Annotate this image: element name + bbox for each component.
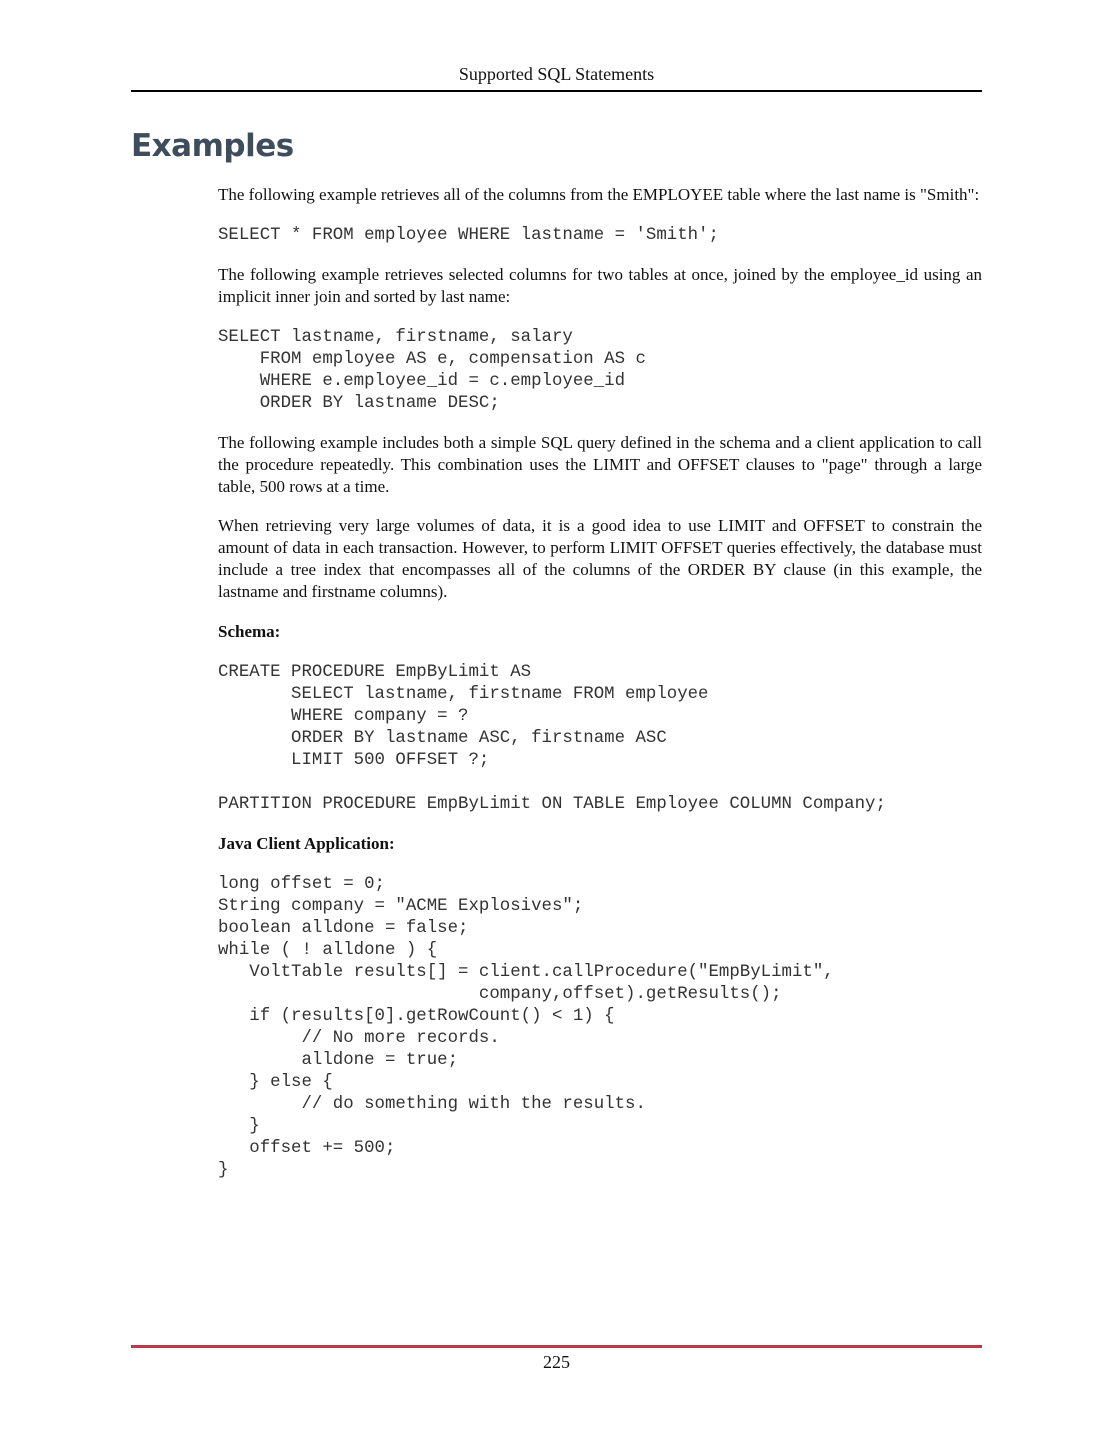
header-rule bbox=[131, 90, 982, 92]
code-block-java-client: long offset = 0; String company = "ACME Explosives"; boolean alldone = false; while ( ! alldone ) { VoltTable results[] = client.callProcedure("EmpByLimit", company,offset).getResults(); if (results[0].getRowCount() < 1) { // No more records. alldone = true; } else { // do something with the results. } offset += 500; } bbox=[218, 875, 834, 1180]
page-content bbox=[218, 184, 982, 1182]
paragraph-intro-1: The following example retrieves all of the columns from the EMPLOYEE table where the last name is "Smith": bbox=[218, 185, 980, 204]
paragraph-intro-3: The following example includes both a simple SQL query defined in the schema and a client application to call the procedure repeatedly. This combination uses the LIMIT and OFFSET clauses to "page" through a large table, 500 rows at a time. bbox=[218, 433, 982, 496]
java-client-label: Java Client Application: bbox=[218, 834, 395, 853]
footer-rule bbox=[131, 1345, 982, 1348]
paragraph-intro-2: The following example retrieves selected columns for two tables at once, joined by the employee_id using an implicit inner join and sorted by last name: bbox=[218, 265, 982, 306]
code-block-schema: CREATE PROCEDURE EmpByLimit AS SELECT lastname, firstname FROM employee WHERE company = ? ORDER BY lastname ASC, firstname ASC LIMIT 500 OFFSET ?; PARTITION PROCEDURE EmpByLimit ON TABLE Employee COLUMN Company; bbox=[218, 663, 886, 814]
schema-label: Schema: bbox=[218, 622, 281, 641]
paragraph-intro-4: When retrieving very large volumes of data, it is a good idea to use LIMIT and OFFSET to constrain the amount of data in each transaction. However, to perform LIMIT OFFSET queries effectively, the database must include a tree index that encompasses all of the columns of the ORDER BY clause (in this example, the lastname and firstname columns). bbox=[218, 516, 982, 601]
running-header: Supported SQL Statements bbox=[458, 64, 655, 84]
section-title: Examples bbox=[131, 128, 294, 164]
page-number: 225 bbox=[543, 1352, 570, 1372]
code-block-select-smith: SELECT * FROM employee WHERE lastname = 'Smith'; bbox=[218, 226, 719, 245]
code-block-select-join: SELECT lastname, firstname, salary FROM employee AS e, compensation AS c WHERE e.employee_id = c.employee_id ORDER BY lastname DESC; bbox=[218, 328, 646, 413]
